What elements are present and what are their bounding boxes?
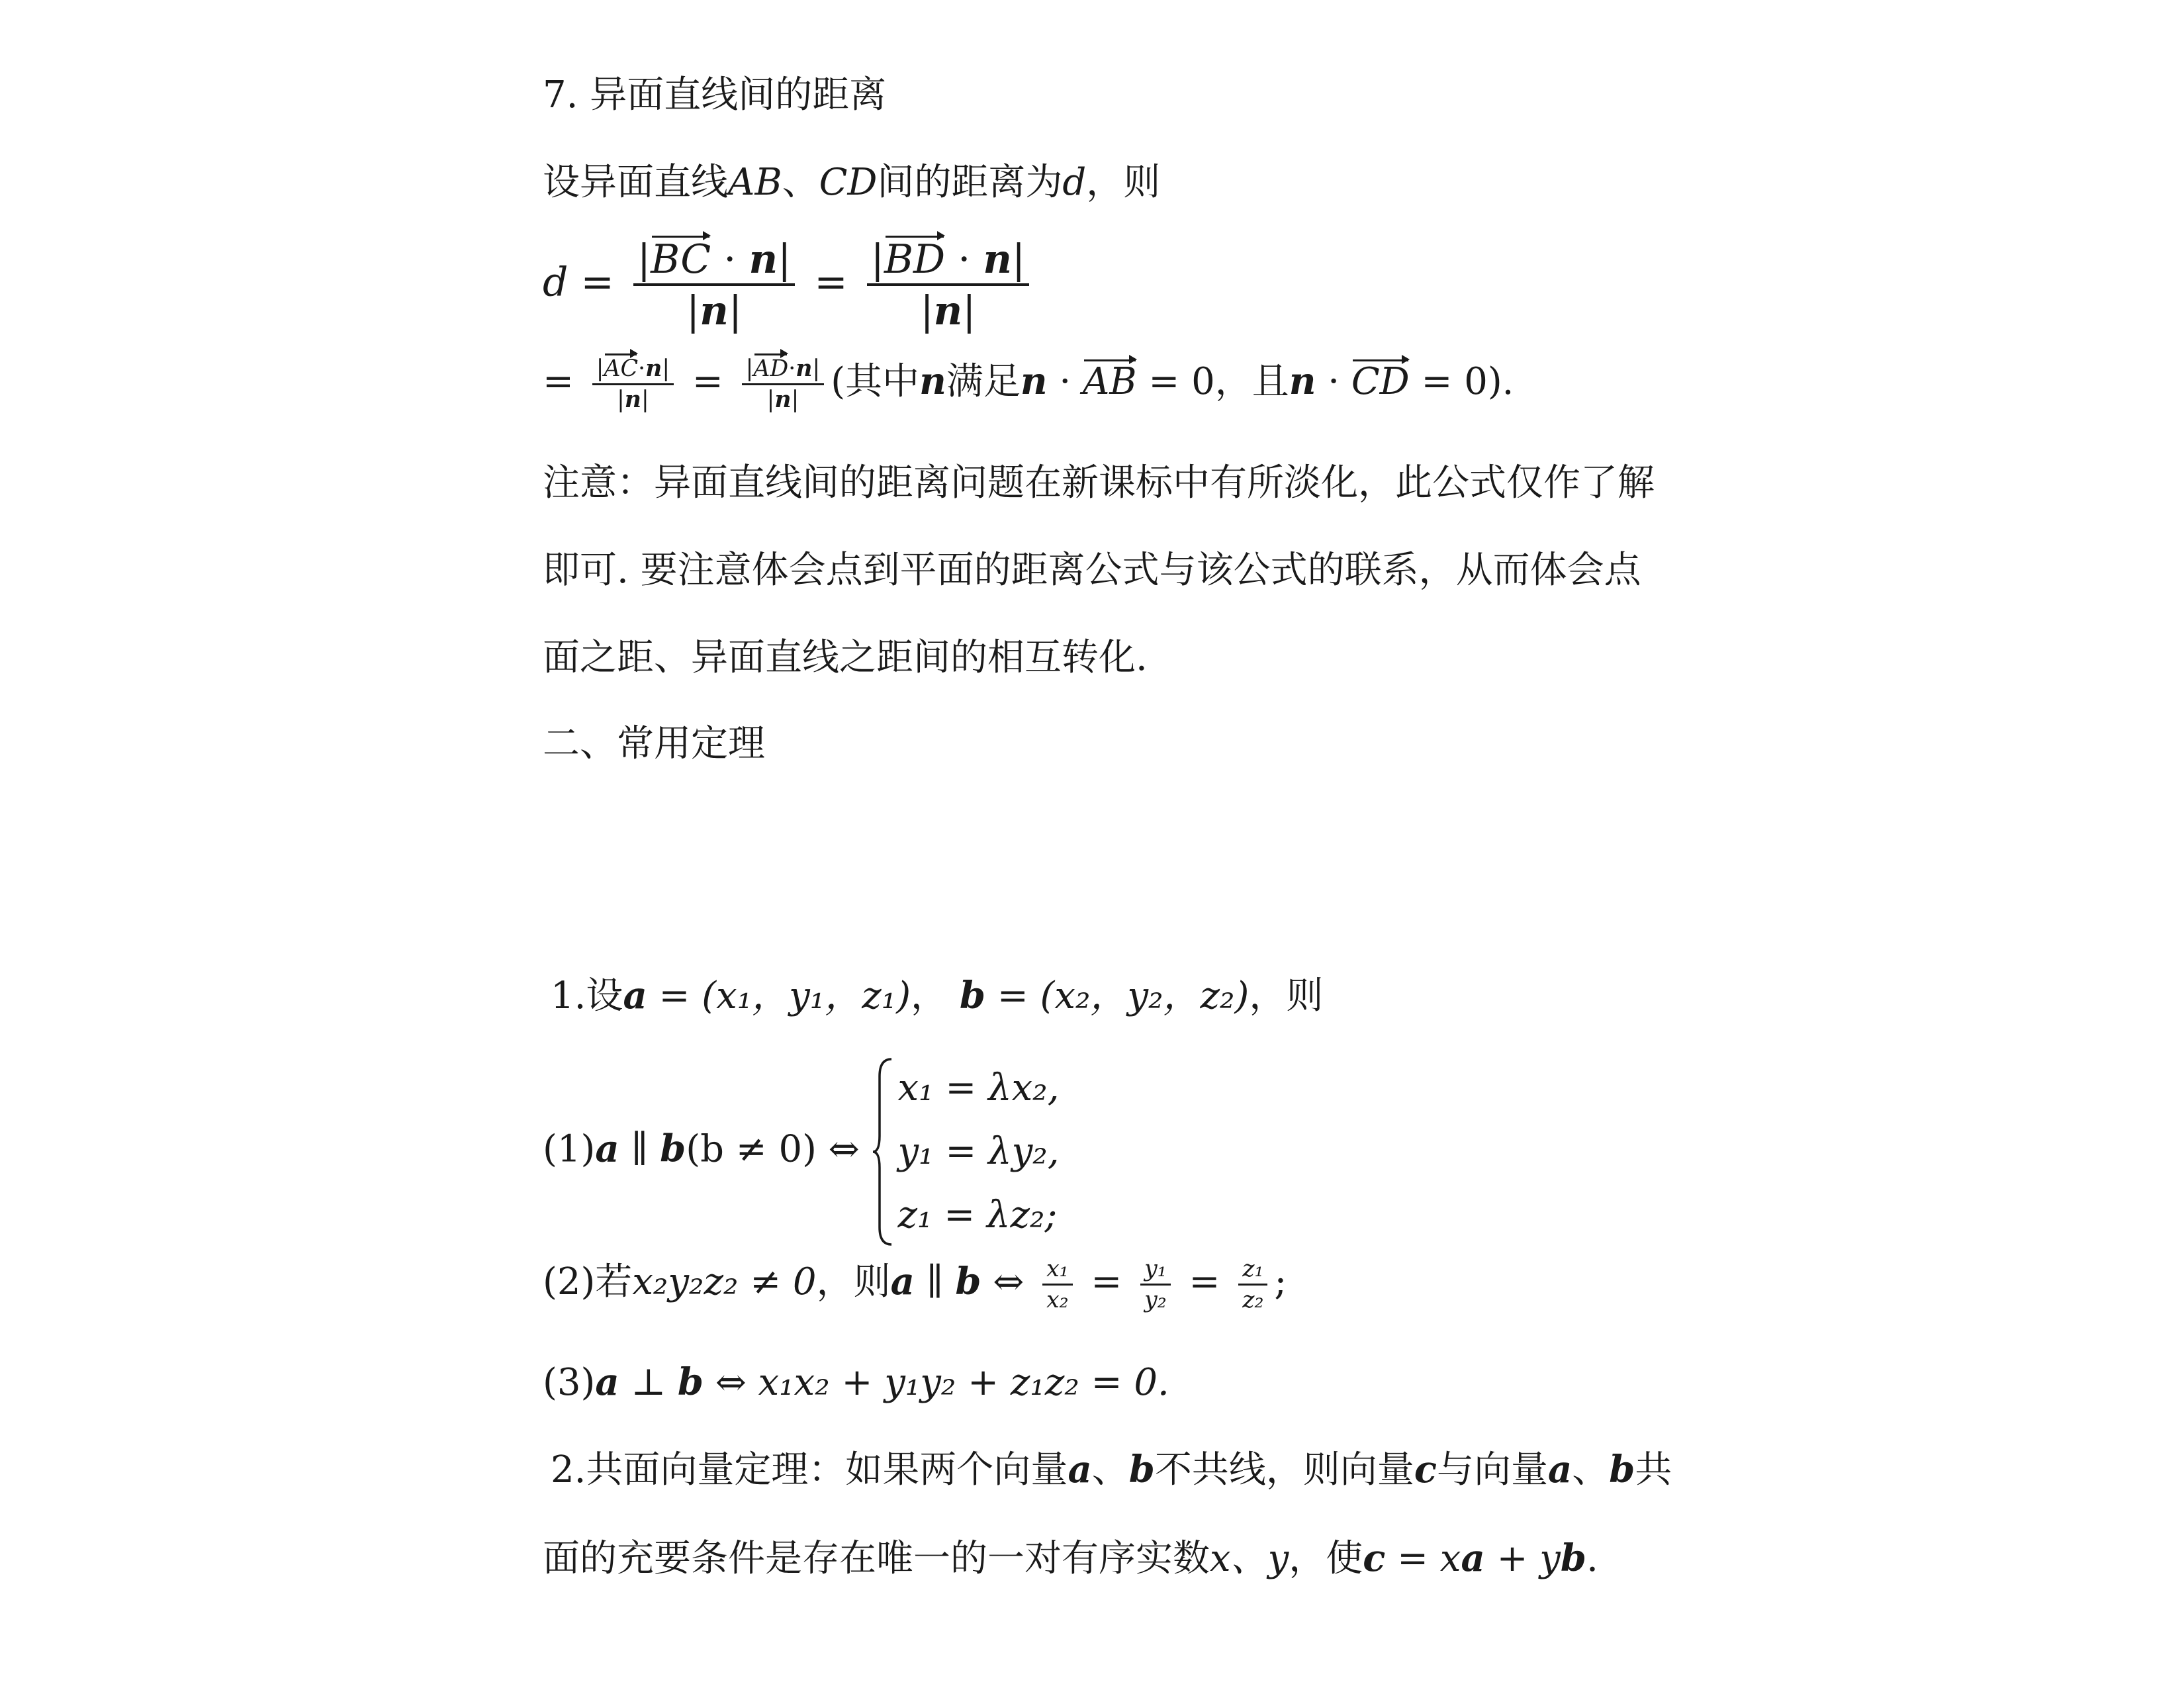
vector-b: b bbox=[660, 1127, 686, 1171]
vector-n: n bbox=[933, 288, 963, 334]
distance-formula-2 bbox=[543, 357, 1514, 411]
distance-formula-1 bbox=[543, 236, 1036, 334]
text: 共 bbox=[1635, 1448, 1672, 1491]
text: ，使 bbox=[1289, 1537, 1363, 1580]
abs-bar: | bbox=[637, 236, 651, 283]
numerator: y₁ bbox=[1140, 1258, 1171, 1286]
abs-bar: | bbox=[778, 236, 792, 283]
text: 、 bbox=[1572, 1448, 1610, 1491]
vector-ac: AC bbox=[604, 355, 639, 382]
text: ，则 bbox=[1086, 161, 1161, 204]
vector-definition-line bbox=[551, 974, 1324, 1017]
text: 面之距、异面直线之距间的相互转化. bbox=[543, 636, 1148, 679]
vector-n: n bbox=[1289, 359, 1316, 404]
text: + y bbox=[1496, 1537, 1561, 1580]
vector-b: b bbox=[1128, 1448, 1155, 1491]
vector-c: c bbox=[1414, 1448, 1437, 1491]
cases-system bbox=[872, 1056, 1060, 1247]
text: 即可. 要注意体会点到平面的距离公式与该公式的联系，从而体会点 bbox=[543, 549, 1641, 592]
denominator: y₂ bbox=[1144, 1286, 1167, 1313]
iff-sign: ⇔ bbox=[715, 1361, 747, 1404]
note-line-2 bbox=[543, 549, 1641, 592]
numerator bbox=[742, 357, 825, 385]
vector-a: a bbox=[595, 1127, 619, 1171]
text: 注意：异面直线间的距离问题在新课标中有所淡化，此公式仅作了解 bbox=[543, 461, 1655, 504]
left-brace bbox=[872, 1056, 895, 1247]
vector-n: n bbox=[919, 359, 946, 404]
vector-b-coords: = (x₂，y₂，z₂) bbox=[997, 974, 1250, 1017]
heading-text: 二、常用定理 bbox=[543, 722, 765, 765]
vector-a: a bbox=[1461, 1536, 1485, 1580]
vector-b: b bbox=[1560, 1536, 1587, 1580]
vector-a: a bbox=[890, 1260, 915, 1304]
vector-n: n bbox=[749, 236, 778, 283]
fraction-ac bbox=[592, 357, 674, 411]
vector-n: n bbox=[1020, 359, 1048, 404]
perpendicular-sign: ⊥ bbox=[631, 1361, 666, 1404]
text: 、 bbox=[782, 161, 819, 204]
distance-intro-line bbox=[543, 161, 1161, 204]
abs-bar: | bbox=[870, 236, 884, 283]
section-heading-common-theorems bbox=[543, 722, 765, 765]
text: 2.共面向量定理：如果两个向量 bbox=[551, 1448, 1068, 1491]
perpendicular-condition bbox=[543, 1360, 1169, 1404]
abs-bar: | bbox=[617, 386, 625, 413]
parallel-sign: ∥ bbox=[926, 1260, 944, 1304]
abs-bar: | bbox=[920, 288, 934, 334]
numerator: z₁ bbox=[1238, 1258, 1267, 1286]
text: ，则 bbox=[816, 1260, 891, 1304]
dot: · bbox=[958, 236, 971, 283]
section-heading-skew-distance bbox=[543, 73, 887, 117]
note-line-3 bbox=[543, 636, 1148, 679]
vector-n: n bbox=[796, 355, 813, 382]
abs-bar: | bbox=[1012, 236, 1026, 283]
equals-sign: = bbox=[814, 259, 848, 306]
fraction-bc bbox=[633, 236, 795, 334]
abs-bar: | bbox=[745, 355, 754, 382]
vector-n: n bbox=[700, 288, 729, 334]
case-y: y₁ = λy₂, bbox=[897, 1130, 1060, 1173]
abs-bar: | bbox=[791, 386, 799, 413]
coplanar-theorem-line-2 bbox=[543, 1536, 1598, 1580]
numerator bbox=[592, 357, 674, 385]
text: 设异面直线 bbox=[543, 161, 728, 204]
dot: · bbox=[1328, 360, 1340, 404]
heading-text: 7. 异面直线间的距离 bbox=[543, 73, 887, 117]
vector-b: b bbox=[1609, 1448, 1635, 1491]
abs-bar: | bbox=[962, 288, 976, 334]
nonzero-condition: (b ≠ 0) ⇔ bbox=[686, 1127, 860, 1171]
text: 间的距离为 bbox=[877, 161, 1063, 204]
vector-a: a bbox=[623, 974, 647, 1017]
denominator bbox=[633, 286, 795, 334]
vector-a: a bbox=[1068, 1448, 1092, 1491]
numerator bbox=[633, 236, 795, 286]
dot: · bbox=[1059, 360, 1071, 404]
text: 不共线，则向量 bbox=[1154, 1448, 1414, 1491]
denominator: x₂ bbox=[1046, 1286, 1069, 1313]
vector-bd: BD bbox=[884, 236, 946, 283]
text: 1.设 bbox=[551, 974, 623, 1017]
fraction-ad bbox=[742, 357, 825, 411]
vector-a-coords: = (x₁，y₁，z₁) bbox=[659, 974, 911, 1017]
var-d: d bbox=[543, 259, 569, 306]
parallel-sign: ∥ bbox=[631, 1127, 649, 1171]
abs-bar: | bbox=[596, 355, 604, 382]
dot: · bbox=[723, 236, 737, 283]
case-z: z₁ = λz₂; bbox=[897, 1194, 1058, 1237]
numerator bbox=[867, 236, 1030, 286]
period: . bbox=[1586, 1537, 1598, 1580]
product-nonzero: x₂y₂z₂ ≠ 0 bbox=[632, 1260, 817, 1304]
denominator: z₂ bbox=[1242, 1286, 1264, 1313]
text: = 0). bbox=[1421, 360, 1514, 404]
vector-a: a bbox=[595, 1360, 619, 1404]
abs-bar: | bbox=[766, 386, 775, 413]
vector-a: a bbox=[1548, 1448, 1572, 1491]
vector-n: n bbox=[774, 385, 792, 413]
abs-bar: | bbox=[662, 355, 670, 382]
denominator bbox=[592, 385, 674, 412]
vector-n: n bbox=[645, 355, 662, 382]
text: 满足 bbox=[946, 360, 1021, 404]
dot: · bbox=[638, 355, 646, 382]
reals-xy: x、y bbox=[1210, 1537, 1289, 1580]
equals-sign: = bbox=[543, 360, 574, 404]
text: (2)若 bbox=[543, 1260, 633, 1304]
dot: · bbox=[788, 355, 796, 382]
text: = 0，且 bbox=[1148, 360, 1289, 404]
case-x: x₁ = λx₂, bbox=[897, 1066, 1060, 1109]
vector-ad: AD bbox=[753, 355, 789, 382]
iff-sign: ⇔ bbox=[993, 1260, 1024, 1304]
line-ab: AB bbox=[728, 161, 782, 204]
abs-bar: | bbox=[728, 288, 743, 334]
coplanar-theorem-line-1 bbox=[551, 1448, 1672, 1491]
vector-n: n bbox=[983, 236, 1012, 283]
abs-bar: | bbox=[812, 355, 821, 382]
vector-b: b bbox=[959, 974, 986, 1017]
vector-c: c bbox=[1363, 1536, 1386, 1580]
vector-b: b bbox=[955, 1260, 981, 1304]
fraction-y bbox=[1140, 1258, 1171, 1311]
denominator bbox=[742, 385, 825, 412]
numerator: x₁ bbox=[1042, 1258, 1073, 1286]
equals-sign: = bbox=[692, 360, 723, 404]
line-cd: CD bbox=[819, 161, 878, 204]
vector-bc: BC bbox=[651, 236, 711, 283]
text: (其中 bbox=[831, 360, 920, 404]
fraction-x bbox=[1042, 1258, 1073, 1311]
item-label: (1) bbox=[543, 1127, 596, 1171]
note-line-1 bbox=[543, 461, 1655, 504]
text: 、 bbox=[1091, 1448, 1129, 1491]
comma: ， bbox=[911, 974, 948, 1017]
vector-ab: AB bbox=[1082, 360, 1137, 404]
abs-bar: | bbox=[641, 386, 649, 413]
semicolon: ; bbox=[1274, 1260, 1287, 1304]
parallel-condition bbox=[543, 1056, 1060, 1247]
text: 面的充要条件是存在唯一的一对有序实数 bbox=[543, 1537, 1210, 1580]
ratio-condition bbox=[543, 1258, 1287, 1311]
text: 与向量 bbox=[1437, 1448, 1548, 1491]
dot-product-zero: x₁x₂ + y₁y₂ + z₁z₂ = 0. bbox=[758, 1361, 1169, 1404]
fraction-z bbox=[1238, 1258, 1267, 1311]
vector-n: n bbox=[624, 385, 642, 413]
text: = x bbox=[1397, 1537, 1461, 1580]
denominator bbox=[867, 286, 1030, 334]
text: ，则 bbox=[1249, 974, 1324, 1017]
vector-cd: CD bbox=[1351, 360, 1410, 404]
item-label: (3) bbox=[543, 1361, 596, 1404]
abs-bar: | bbox=[686, 288, 700, 334]
var-d: d bbox=[1062, 161, 1087, 204]
vector-b: b bbox=[677, 1360, 704, 1404]
fraction-bd bbox=[867, 236, 1030, 334]
equals-sign: = bbox=[1189, 1260, 1220, 1304]
equals-sign: = bbox=[580, 259, 614, 306]
equals-sign: = bbox=[1091, 1260, 1122, 1304]
